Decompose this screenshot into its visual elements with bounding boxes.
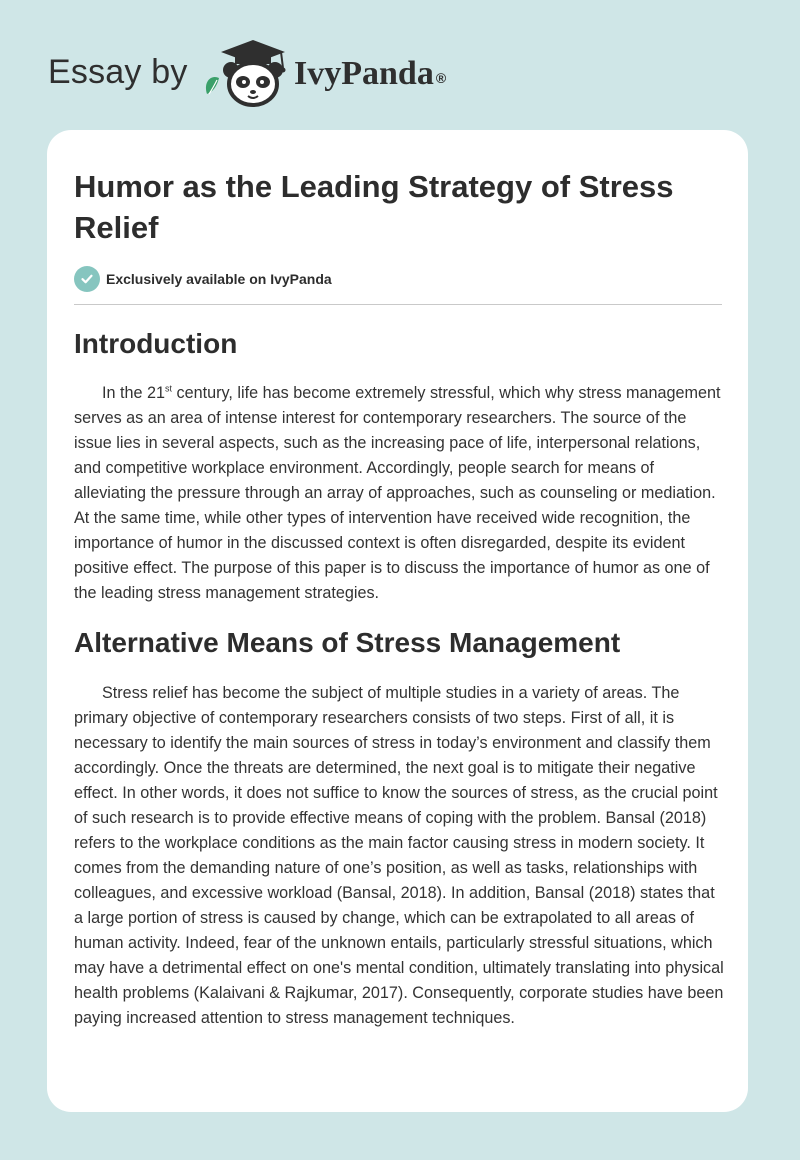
site-header	[48, 30, 508, 110]
essay-title: Humor as the Leading Strategy of Stress Relief	[74, 169, 674, 245]
exclusive-badge	[74, 266, 722, 292]
intro-text-start: In the 21	[102, 384, 166, 402]
essay-by-label: Essay by	[48, 53, 188, 91]
check-circle-icon	[74, 266, 100, 292]
registered-mark: ®	[435, 70, 447, 86]
introduction-paragraph	[74, 381, 724, 606]
section-heading-introduction: Introduction	[74, 328, 238, 359]
ordinal-suffix: st	[165, 383, 173, 394]
checkmark-icon	[80, 272, 94, 286]
divider	[74, 304, 722, 305]
essay-card	[47, 130, 748, 1112]
brand-name[interactable]	[294, 54, 446, 94]
section-heading-alternative-means: Alternative Means of Stress Management	[74, 627, 621, 658]
exclusive-badge-label: Exclusively available on IvyPanda	[106, 271, 332, 287]
intro-text-rest: century, life has become extremely stressful, which why stress management serves as an area of intense interest for contemporary researchers. The source of the issue lies in several aspects, such as the increasing pace of life, interpersonal relations, and competitive workplace environment. Accordingly, people search for means of alleviating the pressure through an array of approaches, such as counseling or mediation. At the same time, while other types of intervention have received wide recognition, the importance of humor in the discussed context is often disregarded, despite its evident positive effect. The purpose of this paper is to discuss the importance of humor as one of the leading stress management strategies.	[74, 384, 721, 602]
alternative-means-paragraph: Stress relief has become the subject of multiple studies in a variety of areas. The primary objective of contemporary researchers consists of two steps. First of all, it is necessary to identify the main sources of stress in today’s environment and classify them accordingly. Once the threats are determined, the next goal is to mitigate their negative effect. In other words, it does not suffice to know the sources of stress, as the crucial point of such research is to provide effective means of coping with the problem. Bansal (2018) refers to the workplace conditions as the main factor causing stress in modern society. It comes from the demanding nature of one’s position, as well as tasks, relationships with colleagues, and excessive workload (Bansal, 2018). In addition, Bansal (2018) states that a large portion of stress is caused by change, which can be extrapolated to all areas of human activity. Indeed, fear of the unknown entails, particularly stressful situations, which may have a detrimental effect on one's mental condition, ultimately translating into physical health problems (Kalaivani & Rajkumar, 2017). Consequently, corporate studies have been paying increased attention to stress management techniques.	[74, 684, 724, 1027]
brand-name-text: IvyPanda	[294, 55, 434, 92]
panda-graduate-logo-icon[interactable]	[201, 34, 301, 108]
